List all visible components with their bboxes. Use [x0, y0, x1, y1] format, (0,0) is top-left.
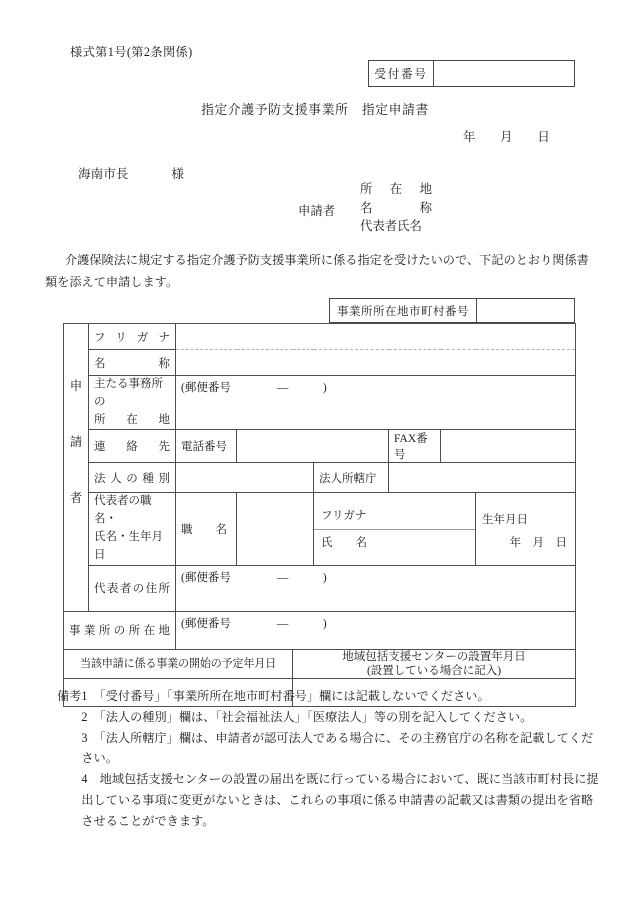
addressee-line [78, 163, 184, 182]
body-paragraph: 介護保険法に規定する指定介護予防支援事業所に係る指定を受けたいので、下記のとおり関係書類を添えて申請します。 [45, 253, 589, 289]
applicant-name-line: 名称 [360, 200, 432, 215]
position-field [237, 493, 314, 565]
fax-label: FAX番号 [389, 430, 441, 463]
corporation-type-label: 法人の種別 [89, 463, 176, 493]
remark-line: 4 地域包括支援センターの設置の届出を既に行っている場合において、既に当該市町村長に提 [57, 772, 599, 787]
jurisdiction-label: 法人所轄庁 [314, 463, 389, 493]
document-title: 指定介護予防支援事業所 指定申請書 [201, 103, 429, 117]
furigana-field [176, 324, 576, 350]
telephone-field [237, 430, 389, 463]
center-date-header: 地域包括支援センターの設置年月日 (設置している場合に記入) [293, 649, 576, 679]
contact-label: 連絡先 [89, 430, 176, 463]
birthdate-format: 年 月 日 [509, 536, 568, 549]
remark-line: 出している事項に変更がないときは、これらの事項に係る申請書の記載又は書類の提出を省略 [57, 792, 594, 807]
receipt-number-field [434, 61, 574, 86]
municipality-number-label: 事業所所在地市町村番号 [330, 299, 477, 322]
remark-line: 2 「法人の種別」欄は、「社会福祉法人」「医療法人」等の別を記入してください。 [57, 709, 533, 724]
applicant-address-line: 所在地 [360, 182, 432, 196]
business-address-field: (郵便番号 ― ) [176, 611, 576, 649]
applicant-side-header: 申請者 [64, 324, 89, 612]
applicant-signature-fields [360, 180, 432, 236]
head-office-address-field: (郵便番号 ― ) [176, 376, 576, 430]
remark-line: させることができます。 [57, 813, 215, 828]
applicant-block-label: 申請者 [298, 204, 336, 218]
remark-line: さい。 [57, 751, 118, 766]
birthdate-cell [476, 493, 576, 565]
application-table [63, 323, 576, 707]
telephone-label: 電話番号 [176, 430, 237, 463]
head-office-address-label: 主たる事務所の 所在地 [89, 376, 176, 430]
municipality-number-box [329, 298, 575, 323]
receipt-number-label: 受付番号 [369, 61, 434, 86]
furigana-label: フリガナ [89, 324, 176, 350]
fax-field [441, 430, 576, 463]
municipality-number-field [477, 299, 574, 322]
representative-label: 代表者の職名・ 氏名・生年月日 [89, 493, 176, 565]
name-field [176, 350, 576, 376]
representative-name-cell [314, 493, 476, 565]
date-line: 年 月 日 [463, 130, 550, 144]
position-label: 職 名 [176, 493, 237, 565]
addressee-name: 海南市長 [78, 167, 129, 181]
receipt-number-box [368, 60, 575, 87]
remarks-section [57, 686, 599, 832]
birthdate-label: 生年月日 [482, 513, 528, 526]
representative-address-field: (郵便番号 ― ) [176, 565, 576, 611]
representative-furigana-label: フリガナ [314, 503, 475, 530]
representative-address-label: 代表者の住所 [89, 565, 176, 611]
representative-name-label: 氏 名 [321, 536, 367, 549]
form-number: 様式第1号(第2条関係) [70, 45, 193, 59]
corporation-type-field [176, 463, 314, 493]
applicant-representative-line: 代表者氏名 [360, 219, 422, 234]
remark-line: 3 「法人所轄庁」欄は、申請者が認可法人である場合に、その主務官庁の名称を記載してくだ [57, 730, 594, 745]
name-label: 名称 [89, 350, 176, 376]
remark-line: 備考1 「受付番号」「事業所所在地市町村番号」欄には記載しないでください。 [57, 689, 490, 703]
addressee-honorific: 様 [171, 167, 184, 181]
start-date-header: 当該申請に係る事業の開始の予定年月日 [64, 649, 293, 679]
business-address-label: 事業所の所在地 [64, 611, 176, 649]
jurisdiction-field [389, 463, 576, 493]
